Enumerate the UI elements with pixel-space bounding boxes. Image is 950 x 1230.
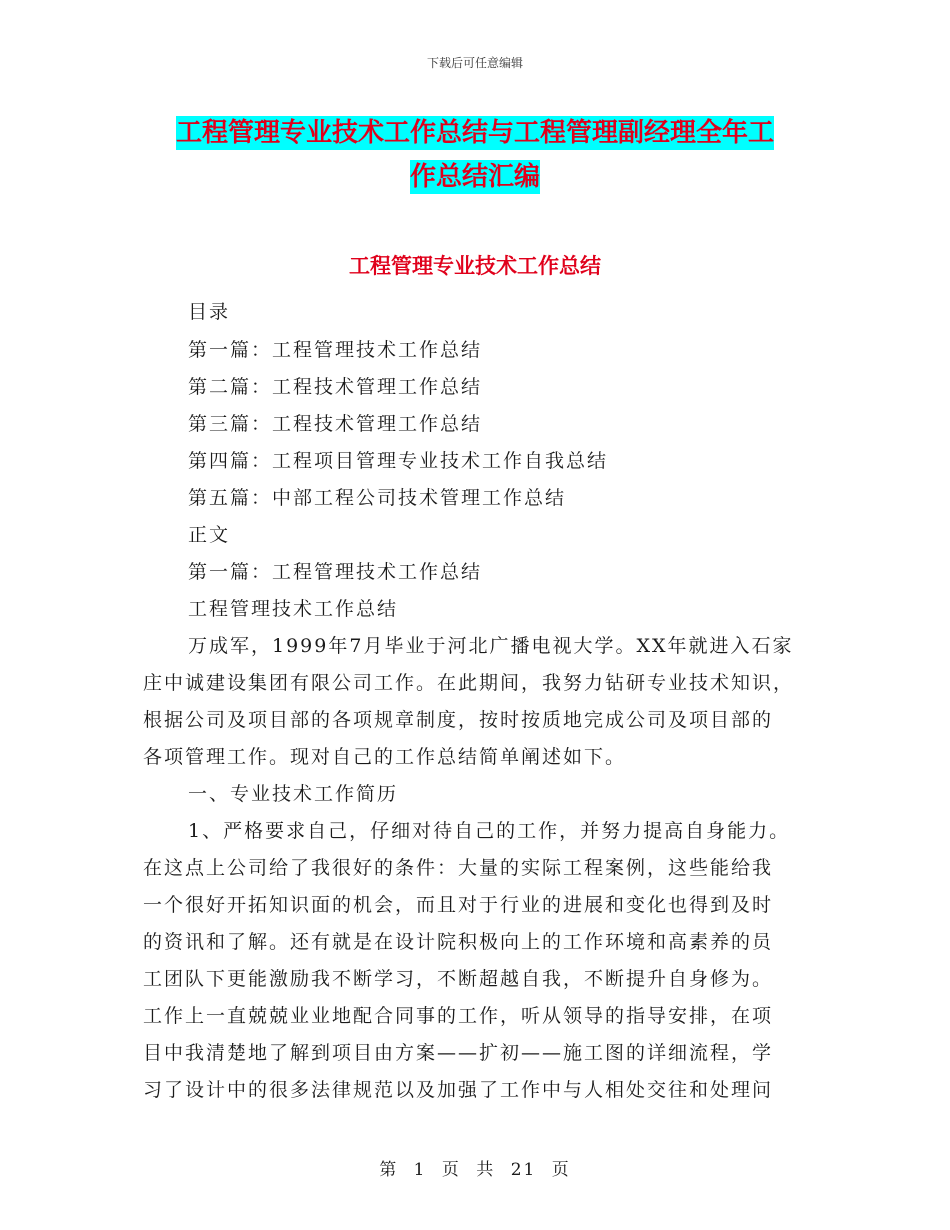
section-heading: 一、专业技术工作简历 <box>188 783 399 805</box>
current-page-number: 1 <box>413 1160 427 1180</box>
paragraph-line: 工作上一直兢兢业业地配合同事的工作，听从领导的指导安排，在项 <box>143 1005 774 1027</box>
section-title: 工程管理专业技术工作总结 <box>349 254 601 278</box>
footer-text: 页 <box>441 1160 461 1180</box>
chapter-subtitle: 工程管理技术工作总结 <box>188 598 399 620</box>
document-title-line-1: 工程管理专业技术工作总结与工程管理副经理全年工 <box>175 118 774 148</box>
paragraph-line: 在这点上公司给了我很好的条件：大量的实际工程案例，这些能给我 <box>143 857 774 879</box>
paragraph-line: 1、严格要求自己，仔细对待自己的工作，并努力提高自身能力。 <box>188 820 791 842</box>
toc-item: 第五篇：中部工程公司技术管理工作总结 <box>188 487 567 509</box>
chapter-heading: 第一篇：工程管理技术工作总结 <box>188 561 483 583</box>
footer-text: 页 <box>551 1160 571 1180</box>
footer-text: 共 <box>476 1160 496 1180</box>
footer-text: 第 <box>379 1160 399 1180</box>
paragraph-line: 根据公司及项目部的各项规章制度，按时按质地完成公司及项目部的 <box>143 709 774 731</box>
paragraph-line: 庄中诚建设集团有限公司工作。在此期间，我努力钻研专业技术知识， <box>143 672 795 694</box>
paragraph-line: 万成军，1999年7月毕业于河北广播电视大学。XX年就进入石家 <box>188 635 794 657</box>
paragraph-line: 各项管理工作。现对自己的工作总结简单阐述如下。 <box>143 746 627 768</box>
paragraph-line: 目中我清楚地了解到项目由方案——扩初——施工图的详细流程，学 <box>143 1042 774 1064</box>
toc-item: 第三篇：工程技术管理工作总结 <box>188 413 483 435</box>
document-title-line-2: 作总结汇编 <box>409 162 540 192</box>
toc-item: 第一篇：工程管理技术工作总结 <box>188 339 483 361</box>
toc-item: 第二篇：工程技术管理工作总结 <box>188 376 483 398</box>
paragraph-line: 习了设计中的很多法律规范以及加强了工作中与人相处交往和处理问 <box>143 1079 774 1101</box>
paragraph-line: 的资讯和了解。还有就是在设计院积极向上的工作环境和高素养的员 <box>143 931 774 953</box>
toc-item: 第四篇：工程项目管理专业技术工作自我总结 <box>188 450 609 472</box>
page-footer <box>0 1155 950 1180</box>
body-heading: 正文 <box>188 524 231 546</box>
paragraph-line: 工团队下更能激励我不断学习，不断超越自我，不断提升自身修为。 <box>143 968 774 990</box>
header-note: 下载后可任意编辑 <box>426 56 523 70</box>
paragraph-line: 一个很好开拓知识面的机会，而且对于行业的进展和变化也得到及时 <box>143 894 774 916</box>
total-page-count: 21 <box>510 1160 537 1180</box>
toc-heading: 目录 <box>188 301 231 323</box>
